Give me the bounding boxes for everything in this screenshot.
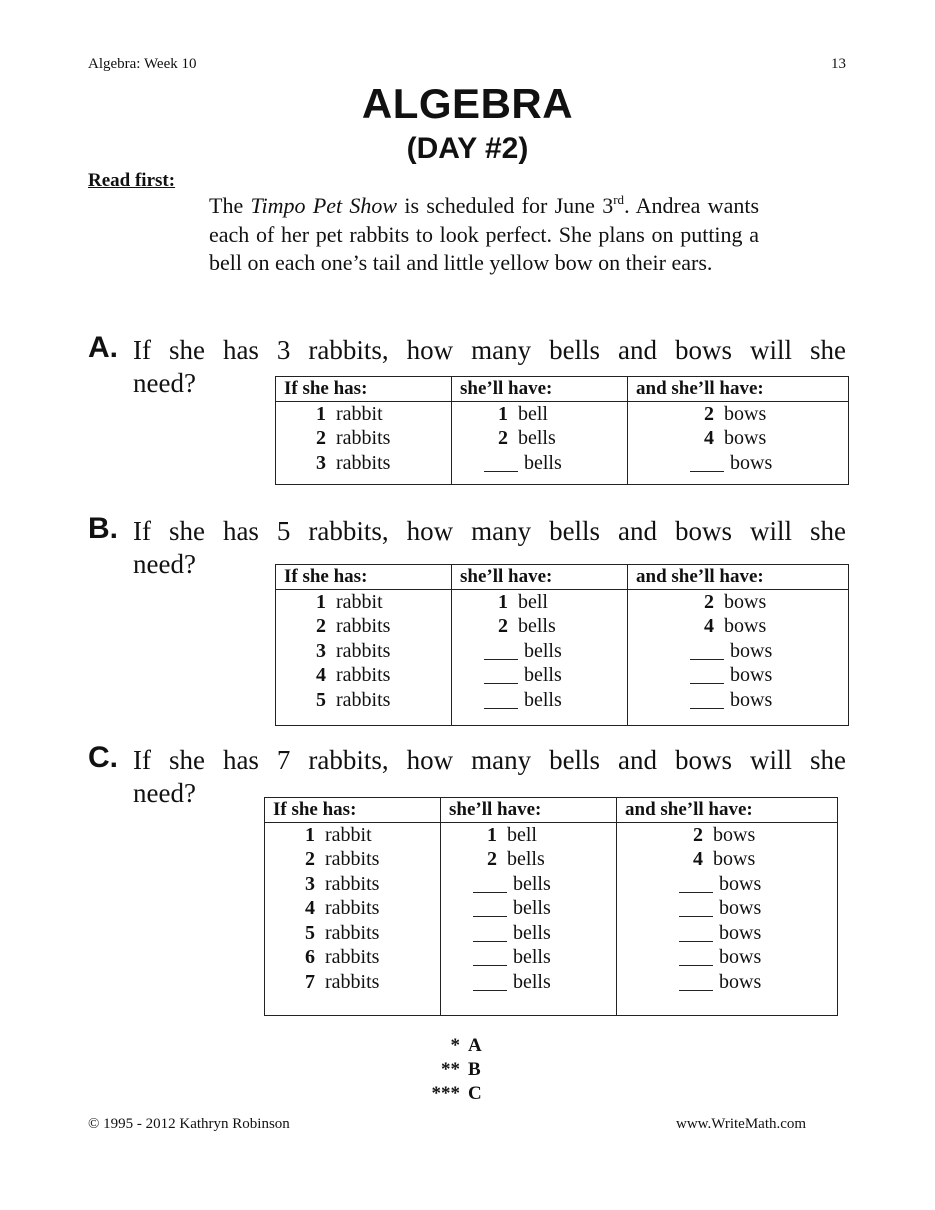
bells-count: 2 [498, 427, 508, 450]
bows-cell [617, 921, 838, 946]
bells-unit: bells [513, 921, 551, 944]
table-c [264, 797, 838, 1016]
question-b-text: If she has 5 rabbits, how many bells and bows will she [133, 516, 846, 546]
bows-cell [617, 946, 838, 971]
rabbit-unit: rabbits [325, 872, 380, 895]
rabbit-unit: rabbits [336, 664, 391, 687]
bows-count: 2 [704, 590, 714, 613]
intro-post: . Andrea wants each of her pet rabbits to look perfect. She plans on putting a bell on each one’s tail and little yellow bow on their ears. [209, 193, 760, 275]
bows-unit: bows [724, 590, 767, 613]
table-row [276, 451, 849, 484]
question-c-letter: C. [88, 741, 118, 774]
bows-blank[interactable] [690, 641, 724, 660]
rabbits-cell [265, 897, 441, 922]
bells-count: 2 [487, 848, 497, 871]
difficulty-stars: * [450, 1035, 460, 1056]
bows-unit: bows [719, 921, 762, 944]
question-b-text-line2: need? [133, 549, 196, 579]
table-row [265, 848, 838, 873]
rabbit-count: 1 [305, 823, 315, 846]
rabbits-cell [276, 427, 452, 452]
rabbit-count: 1 [316, 590, 326, 613]
rabbit-count: 6 [305, 946, 315, 969]
table-row [265, 823, 838, 848]
rabbit-unit: rabbit [325, 823, 372, 846]
bows-cell [617, 872, 838, 897]
footer-copyright: © 1995 - 2012 Kathryn Robinson [88, 1116, 290, 1132]
bells-unit: bells [518, 615, 556, 638]
rabbit-count: 1 [316, 402, 326, 425]
bows-unit: bows [719, 970, 762, 993]
bows-blank[interactable] [690, 665, 724, 684]
difficulty-row-b [405, 1059, 485, 1081]
question-c-text: If she has 7 rabbits, how many bells and bows will she [133, 745, 846, 775]
difficulty-row-a [405, 1035, 485, 1057]
bells-unit: bells [513, 897, 551, 920]
bows-cell [617, 848, 838, 873]
rabbit-unit: rabbits [336, 688, 391, 711]
rabbit-count: 3 [316, 639, 326, 662]
table-row [276, 664, 849, 689]
bells-cell [441, 872, 617, 897]
bows-unit: bows [724, 615, 767, 638]
difficulty-letter: C [468, 1083, 482, 1104]
bells-cell [452, 688, 628, 725]
header-col2: she’ll have: [452, 565, 628, 590]
bells-cell [452, 615, 628, 640]
bells-blank[interactable] [473, 947, 507, 966]
bells-blank[interactable] [473, 923, 507, 942]
rabbit-count: 2 [316, 427, 326, 450]
bells-count: 1 [487, 823, 497, 846]
bells-cell [441, 848, 617, 873]
bells-unit: bells [524, 451, 562, 474]
bells-blank[interactable] [473, 972, 507, 991]
bells-count: 1 [498, 590, 508, 613]
question-a-text: If she has 3 rabbits, how many bells and bows will she [133, 335, 846, 365]
rabbits-cell [276, 688, 452, 725]
bells-cell [441, 823, 617, 848]
bells-unit: bells [524, 639, 562, 662]
difficulty-stars: *** [431, 1083, 460, 1104]
bows-unit: bows [719, 946, 762, 969]
table-row [276, 688, 849, 725]
intro-mid: is scheduled for June 3 [397, 193, 614, 218]
rabbit-count: 4 [305, 897, 315, 920]
bells-blank[interactable] [484, 453, 518, 472]
table-row [265, 970, 838, 1015]
rabbit-unit: rabbits [325, 946, 380, 969]
bells-unit: bells [513, 872, 551, 895]
header-col3: and she’ll have: [617, 798, 838, 823]
bows-count: 4 [704, 427, 714, 450]
intro-sup: rd [613, 192, 625, 207]
bells-unit: bells [507, 848, 545, 871]
header-col3: and she’ll have: [628, 377, 849, 402]
bells-cell [452, 427, 628, 452]
table-header-row [265, 798, 838, 823]
bows-blank[interactable] [679, 947, 713, 966]
rabbit-unit: rabbits [325, 921, 380, 944]
bells-blank[interactable] [484, 690, 518, 709]
bows-blank[interactable] [690, 690, 724, 709]
table-row [276, 402, 849, 427]
rabbit-unit: rabbits [336, 427, 391, 450]
rabbit-unit: rabbits [336, 639, 391, 662]
page-title: ALGEBRA [361, 80, 574, 127]
bells-blank[interactable] [473, 874, 507, 893]
bows-cell [617, 970, 838, 1015]
bows-unit: bows [730, 639, 773, 662]
table-row [265, 897, 838, 922]
rabbits-cell [265, 823, 441, 848]
bells-cell [441, 970, 617, 1015]
table-row [265, 946, 838, 971]
rabbits-cell [265, 921, 441, 946]
bells-cell [452, 402, 628, 427]
header-col1: If she has: [276, 565, 452, 590]
difficulty-stars: ** [441, 1059, 460, 1080]
bells-cell [452, 664, 628, 689]
bows-unit: bows [719, 872, 762, 895]
rabbits-cell [265, 848, 441, 873]
rabbits-cell [276, 402, 452, 427]
bows-unit: bows [730, 664, 773, 687]
rabbit-count: 2 [305, 848, 315, 871]
rabbit-unit: rabbits [325, 848, 380, 871]
show-name: Timpo Pet Show [250, 193, 398, 218]
rabbit-count: 3 [305, 872, 315, 895]
bells-cell [441, 946, 617, 971]
bows-unit: bows [713, 823, 756, 846]
bows-cell [628, 451, 849, 484]
rabbit-count: 2 [316, 615, 326, 638]
rabbits-cell [276, 615, 452, 640]
bows-unit: bows [730, 451, 773, 474]
header-col3: and she’ll have: [628, 565, 849, 590]
bells-unit: bell [518, 402, 548, 425]
bows-cell [617, 897, 838, 922]
bows-blank[interactable] [690, 453, 724, 472]
table-row [276, 615, 849, 640]
bows-unit: bows [713, 848, 756, 871]
page-number: 13 [831, 56, 846, 72]
bows-cell [628, 615, 849, 640]
table-header-row [276, 565, 849, 590]
bells-count: 2 [498, 615, 508, 638]
bells-blank[interactable] [473, 898, 507, 917]
question-b-letter: B. [88, 512, 118, 545]
question-a-text-line2: need? [133, 368, 196, 398]
bells-blank[interactable] [484, 665, 518, 684]
page-subtitle: (DAY #2) [406, 132, 529, 165]
rabbit-unit: rabbit [336, 402, 383, 425]
bows-cell [628, 639, 849, 664]
rabbits-cell [276, 590, 452, 615]
bows-unit: bows [724, 427, 767, 450]
header-col2: she’ll have: [441, 798, 617, 823]
table-row [265, 872, 838, 897]
bells-blank[interactable] [484, 641, 518, 660]
bells-unit: bells [513, 946, 551, 969]
rabbit-unit: rabbits [336, 615, 391, 638]
bells-cell [452, 590, 628, 615]
table-a [275, 376, 849, 485]
bells-unit: bell [518, 590, 548, 613]
bows-cell [628, 688, 849, 725]
bows-cell [628, 664, 849, 689]
bows-unit: bows [724, 402, 767, 425]
bells-unit: bells [524, 688, 562, 711]
bows-count: 2 [693, 823, 703, 846]
table-b [275, 564, 849, 726]
difficulty-letter: B [468, 1059, 481, 1080]
rabbits-cell [276, 664, 452, 689]
rabbit-unit: rabbits [325, 897, 380, 920]
rabbit-count: 5 [305, 921, 315, 944]
header-col1: If she has: [276, 377, 452, 402]
bows-cell [628, 427, 849, 452]
table-row [276, 590, 849, 615]
rabbit-count: 4 [316, 664, 326, 687]
bows-cell [628, 590, 849, 615]
intro-paragraph [209, 192, 759, 278]
difficulty-letter: A [468, 1035, 482, 1056]
bows-blank[interactable] [679, 874, 713, 893]
rabbits-cell [276, 451, 452, 484]
bows-blank[interactable] [679, 898, 713, 917]
bells-unit: bells [524, 664, 562, 687]
rabbits-cell [265, 970, 441, 1015]
table-row [276, 427, 849, 452]
question-c-text-line2: need? [133, 778, 196, 808]
bows-blank[interactable] [679, 972, 713, 991]
bows-cell [628, 402, 849, 427]
table-row [265, 921, 838, 946]
bells-cell [441, 921, 617, 946]
header-left: Algebra: Week 10 [88, 56, 197, 72]
rabbit-unit: rabbits [336, 451, 391, 474]
bows-count: 2 [704, 402, 714, 425]
bells-cell [452, 451, 628, 484]
bells-unit: bell [507, 823, 537, 846]
bells-unit: bells [518, 427, 556, 450]
bells-cell [441, 897, 617, 922]
rabbits-cell [276, 639, 452, 664]
rabbits-cell [265, 872, 441, 897]
header-col2: she’ll have: [452, 377, 628, 402]
bows-unit: bows [719, 897, 762, 920]
rabbit-count: 3 [316, 451, 326, 474]
bows-unit: bows [730, 688, 773, 711]
rabbit-unit: rabbits [325, 970, 380, 993]
bells-unit: bells [513, 970, 551, 993]
difficulty-row-c [405, 1083, 485, 1105]
rabbits-cell [265, 946, 441, 971]
bows-cell [617, 823, 838, 848]
bows-count: 4 [704, 615, 714, 638]
bows-blank[interactable] [679, 923, 713, 942]
rabbit-unit: rabbit [336, 590, 383, 613]
rabbit-count: 5 [316, 688, 326, 711]
table-row [276, 639, 849, 664]
header-col1: If she has: [265, 798, 441, 823]
intro-pre: The [209, 193, 251, 218]
bows-count: 4 [693, 848, 703, 871]
read-first-label: Read first: [88, 170, 176, 191]
footer-website: www.WriteMath.com [676, 1116, 807, 1132]
question-a-letter: A. [88, 331, 118, 364]
bells-cell [452, 639, 628, 664]
table-header-row [276, 377, 849, 402]
rabbit-count: 7 [305, 970, 315, 993]
bells-count: 1 [498, 402, 508, 425]
